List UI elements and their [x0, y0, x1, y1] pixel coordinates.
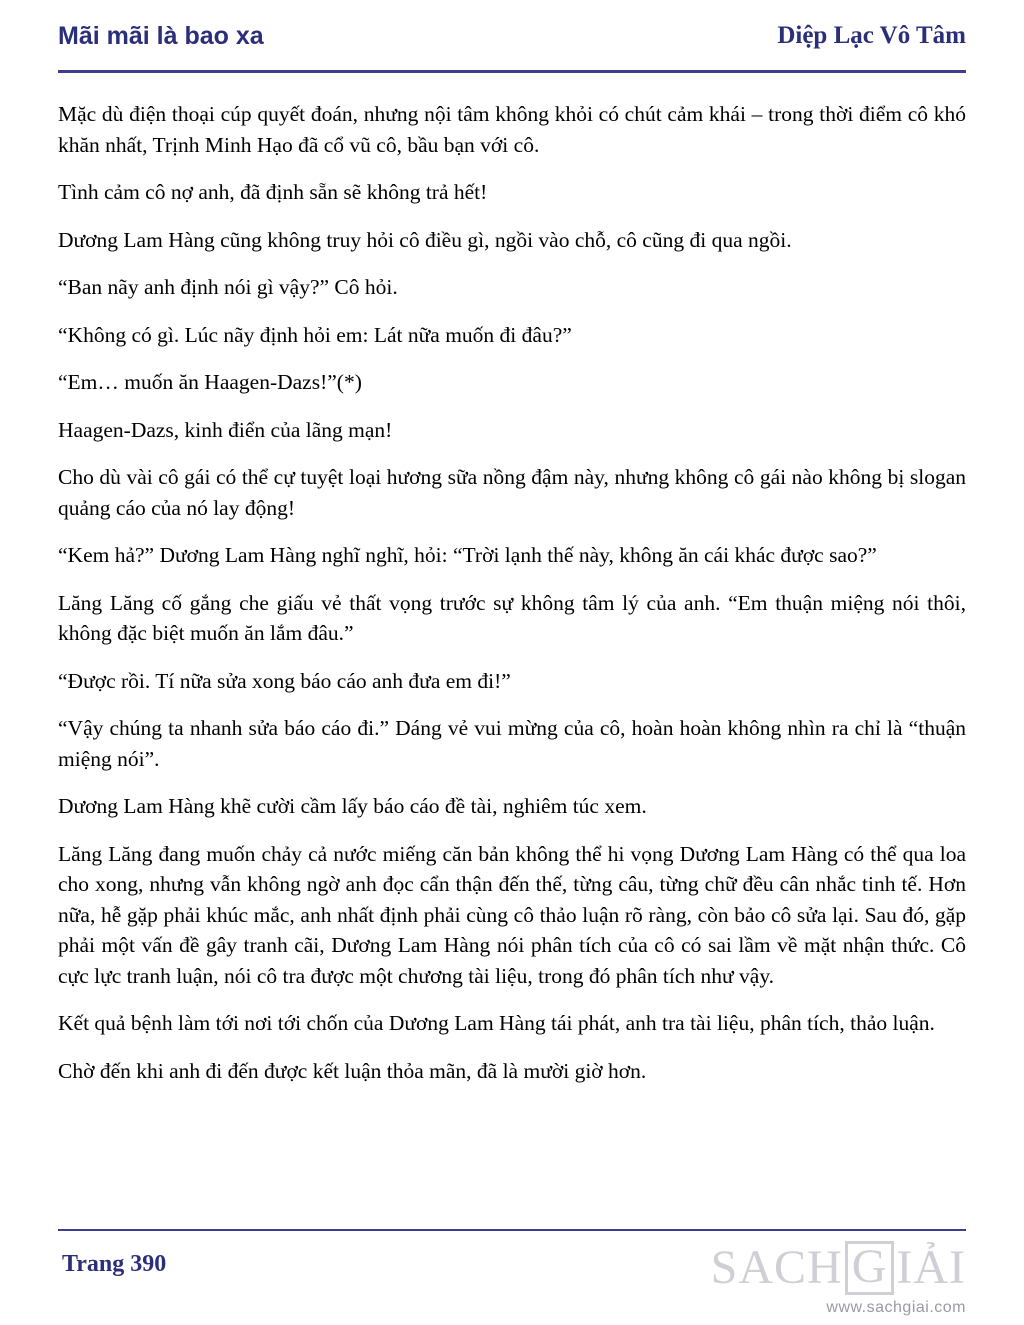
watermark-text-part2: G: [845, 1241, 895, 1295]
page-number: Trang 390: [62, 1251, 167, 1277]
page-footer: [58, 1229, 966, 1325]
paragraph: Cho dù vài cô gái có thể cự tuyệt loại hương sữa nồng đậm này, nhưng không cô gái nào không bị slogan quảng cáo của nó lay động!: [58, 465, 966, 520]
paragraph: “Được rồi. Tí nữa sửa xong báo cáo anh đưa em đi!”: [58, 668, 511, 693]
paragraph: Tình cảm cô nợ anh, đã định sẵn sẽ không trả hết!: [58, 180, 488, 205]
paragraph: Lăng Lăng cố gắng che giấu vẻ thất vọng trước sự không tâm lý của anh. “Em thuận miệng nói thôi, không đặc biệt muốn ăn lắm đâu.”: [58, 590, 966, 646]
footer-divider: [58, 1229, 966, 1231]
page-body: [58, 73, 966, 1086]
watermark-text-part5: I: [949, 1241, 966, 1295]
paragraph: “Kem hả?” Dương Lam Hàng nghĩ nghĩ, hỏi: “Trời lạnh thế này, không ăn cái khác được sao?”: [58, 543, 877, 568]
site-watermark: [711, 1241, 966, 1317]
paragraph: “Em… muốn ăn Haagen-Dazs!”(*): [58, 370, 362, 395]
author-name: Diệp Lạc Vô Tâm: [777, 22, 966, 49]
book-title: Mãi mãi là bao xa: [58, 22, 264, 50]
paragraph: Chờ đến khi anh đi đến được kết luận thỏa mãn, đã là mười giờ hơn.: [58, 1058, 647, 1083]
paragraph: Haagen-Dazs, kinh điển của lãng mạn!: [58, 417, 393, 442]
watermark-url: www.sachgiai.com: [826, 1299, 966, 1316]
paragraph: Lăng Lăng đang muốn chảy cả nước miếng căn bản không thể hi vọng Dương Lam Hàng có thể qua loa cho xong, nhưng vẫn không ngờ anh đọc cẩn thận đến thế, từng câu, từng chữ đều cân nhắc tinh tế. Hơn nữa, hễ gặp phải khúc mắc, anh nhất định phải cùng cô thảo luận rõ ràng, còn bảo cô sửa lại. Sau đó, gặp phải một vấn đề gây tranh cãi, Dương Lam Hàng nói phân tích của cô có sai lầm về mặt nhận thức. Cô cực lực tranh luận, nói cô tra được một chương tài liệu, trong đó phân tích như vậy.: [58, 841, 966, 988]
paragraph: Mặc dù điện thoại cúp quyết đoán, nhưng nội tâm không khỏi có chút cảm khái – trong thời điểm cô khó khăn nhất, Trịnh Minh Hạo đã cổ vũ cô, bầu bạn với cô.: [58, 102, 966, 157]
watermark-text-part1: SACH: [710, 1241, 843, 1295]
paragraph: “Vậy chúng ta nhanh sửa báo cáo đi.” Dáng vẻ vui mừng của cô, hoàn hoàn không nhìn ra chỉ là “thuận miệng nói”.: [58, 716, 966, 771]
watermark-text-part4: Ả: [913, 1241, 950, 1295]
paragraph: Dương Lam Hàng cũng không truy hỏi cô điều gì, ngồi vào chỗ, cô cũng đi qua ngồi.: [58, 227, 792, 252]
watermark-text-part3: I: [896, 1241, 914, 1295]
paragraph: Kết quả bệnh làm tới nơi tới chốn của Dương Lam Hàng tái phát, anh tra tài liệu, phân tích, thảo luận.: [58, 1011, 935, 1036]
page-header: [58, 0, 966, 70]
paragraph: “Ban nãy anh định nói gì vậy?” Cô hỏi.: [58, 275, 398, 300]
paragraph: Dương Lam Hàng khẽ cười cầm lấy báo cáo đề tài, nghiêm túc xem.: [58, 794, 647, 819]
paragraph: “Không có gì. Lúc nãy định hỏi em: Lát nữa muốn đi đâu?”: [58, 322, 572, 347]
